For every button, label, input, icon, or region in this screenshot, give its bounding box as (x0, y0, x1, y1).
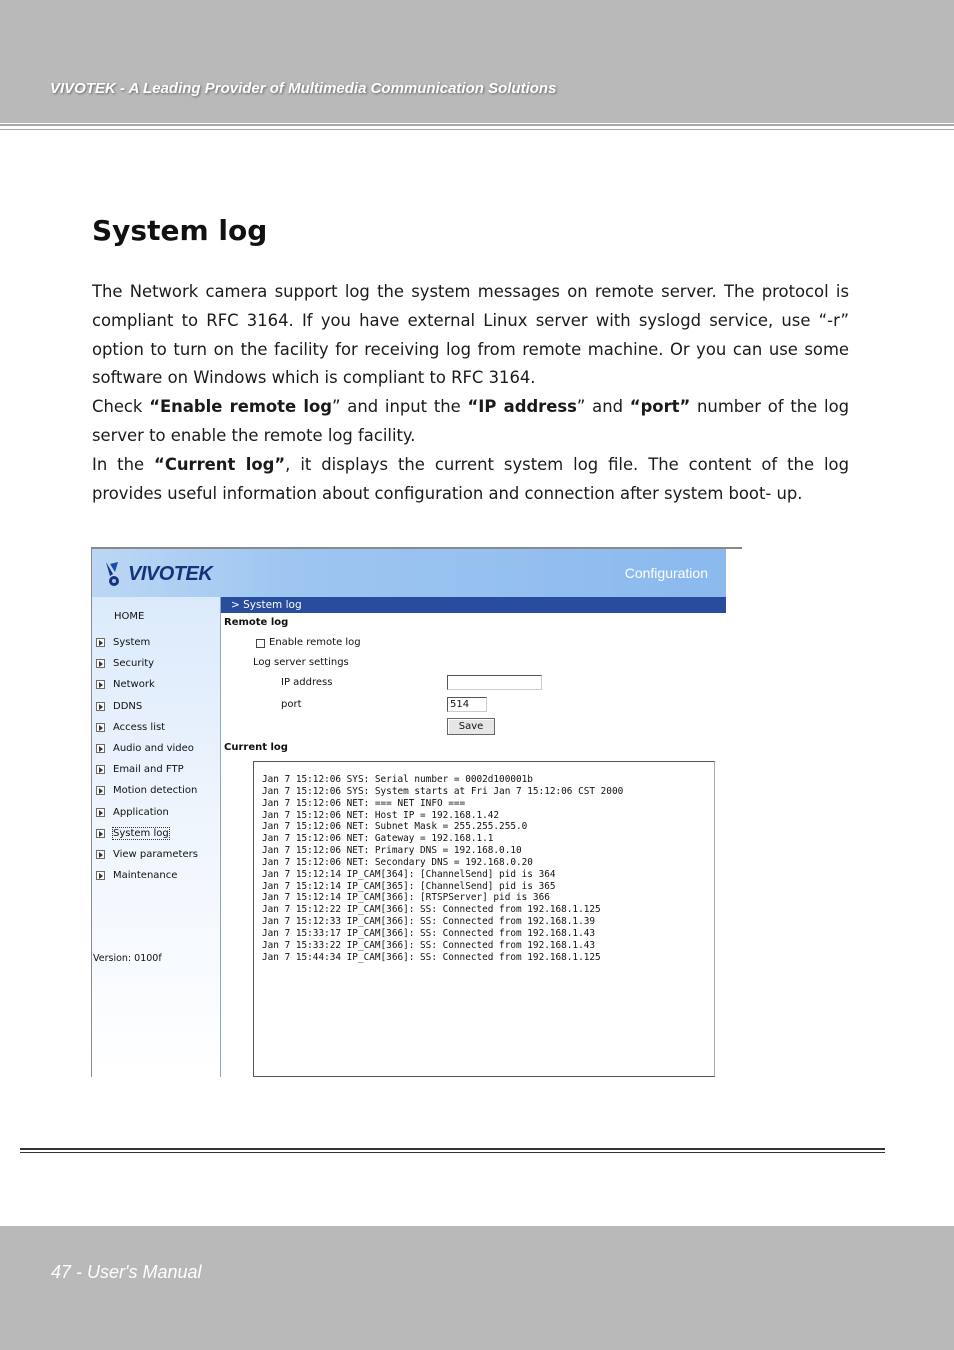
header-tagline: VIVOTEK - A Leading Provider of Multimedia Communication Solutions (50, 80, 557, 97)
nav-item-label: Motion detection (113, 785, 198, 797)
text-run-bold: “Enable remote log (149, 397, 333, 417)
nav-item-label: System (113, 637, 151, 649)
log-server-settings-label: Log server settings (253, 657, 349, 668)
paragraph-intro: The Network camera support log the system messages on remote server. The protocol is compliant to RFC 3164. If you have external Linux server with syslogd service, use “-r” option to turn on the facility for receiving log from remote machine. Or you can use some software on Windows which is compliant to RFC 3164. (92, 282, 849, 388)
log-line: Jan 7 15:12:06 SYS: System starts at Fri Jan 7 15:12:06 CST 2000 (262, 785, 624, 797)
arrow-icon (96, 786, 105, 795)
nav-item[interactable] (96, 865, 198, 886)
nav-item[interactable] (96, 823, 198, 844)
port-input[interactable]: 514 (447, 697, 487, 712)
log-line: Jan 7 15:12:06 NET: === NET INFO === (262, 797, 466, 809)
log-line: Jan 7 15:12:14 IP_CAM[364]: [ChannelSend] pid is 364 (262, 868, 556, 880)
sidebar (92, 597, 221, 1077)
nav-item-label: Access list (113, 721, 166, 733)
text-run: ” and (576, 397, 630, 417)
nav-item[interactable] (96, 780, 198, 801)
logo-text: VIVOTEK (128, 562, 213, 585)
nav-item-label: Maintenance (113, 870, 178, 882)
nav-item[interactable] (96, 844, 198, 865)
port-label: port (281, 699, 302, 710)
arrow-icon (96, 744, 105, 753)
text-run: , it displays the current system log file. The content of the log provides useful information about configuration and connection after system boot- up. (92, 454, 849, 503)
nav-item-label: Security (113, 658, 155, 670)
text-run-bold: “port” (629, 397, 691, 417)
log-line: Jan 7 15:33:17 IP_CAM[366]: SS: Connected from 192.168.1.43 (262, 927, 596, 939)
nav-item[interactable] (96, 653, 198, 674)
ip-address-input[interactable] (447, 675, 542, 690)
arrow-icon (96, 765, 105, 774)
log-line: Jan 7 15:12:14 IP_CAM[365]: [ChannelSend] pid is 365 (262, 880, 556, 892)
arrow-icon (96, 638, 105, 647)
paragraph-enable (92, 393, 849, 451)
version-label: Version: 0100f (93, 953, 162, 964)
page-number: 47 - User's Manual (51, 1262, 202, 1282)
log-line: Jan 7 15:12:14 IP_CAM[366]: [RTSPServer] pid is 366 (262, 892, 550, 904)
text-run: Check (92, 397, 150, 417)
log-line: Jan 7 15:12:06 NET: Gateway = 192.168.1.1 (262, 833, 494, 845)
nav-item[interactable] (96, 632, 198, 653)
nav-item-label: System log (113, 827, 169, 839)
arrow-icon (96, 850, 105, 859)
nav-item-label: Application (113, 806, 169, 818)
arrow-icon (96, 723, 105, 732)
nav-item-label: DDNS (113, 700, 143, 712)
body-text (92, 278, 849, 508)
current-log-heading: Current log (224, 742, 288, 753)
text-run: In the (92, 454, 155, 474)
config-banner (92, 549, 726, 597)
log-line: Jan 7 15:12:06 NET: Secondary DNS = 192.168.0.20 (262, 856, 533, 868)
nav-item[interactable] (96, 674, 198, 695)
header-band (0, 0, 954, 123)
section-bar: > System log (221, 597, 726, 613)
page-title: System log (92, 214, 268, 247)
header-rule-thin (0, 129, 954, 130)
log-line: Jan 7 15:33:22 IP_CAM[366]: SS: Connected from 192.168.1.43 (262, 939, 596, 951)
arrow-icon (96, 680, 105, 689)
vivotek-logo (104, 559, 212, 589)
text-run-bold: “Current log” (154, 454, 286, 474)
nav-item[interactable] (96, 802, 198, 823)
nav-home-link[interactable]: HOME (114, 611, 145, 622)
text-run: ” and input the (332, 397, 468, 417)
text-run: number of the log server to enable the remote log facility. (92, 397, 850, 445)
configuration-screenshot (91, 547, 742, 1077)
enable-remote-log-checkbox[interactable] (256, 639, 265, 648)
nav-item-label: Audio and video (113, 743, 194, 755)
arrow-icon (96, 829, 105, 838)
nav-item-label: Network (113, 679, 155, 691)
log-line: Jan 7 15:12:06 NET: Primary DNS = 192.168.0.10 (262, 845, 522, 857)
arrow-icon (96, 659, 105, 668)
remote-log-heading: Remote log (224, 617, 289, 628)
log-line: Jan 7 15:12:22 IP_CAM[366]: SS: Connected from 192.168.1.125 (262, 904, 601, 916)
current-log-textarea[interactable] (253, 761, 715, 1077)
nav-list (96, 632, 198, 886)
header-rule (0, 124, 954, 126)
nav-item[interactable] (96, 738, 198, 759)
footer-rule (20, 1148, 885, 1150)
nav-item[interactable] (96, 696, 198, 717)
enable-remote-log-label: Enable remote log (269, 637, 361, 648)
arrow-icon (96, 702, 105, 711)
log-line: Jan 7 15:12:33 IP_CAM[366]: SS: Connected from 192.168.1.39 (262, 916, 596, 928)
footer-rule-thin (20, 1152, 885, 1153)
camera-logo-icon (104, 560, 126, 588)
configuration-title: Configuration (624, 565, 708, 581)
log-line: Jan 7 15:12:06 NET: Host IP = 192.168.1.42 (262, 809, 500, 821)
log-line: Jan 7 15:12:06 SYS: Serial number = 0002d100001b (262, 774, 533, 785)
nav-item[interactable] (96, 759, 198, 780)
arrow-icon (96, 808, 105, 817)
ip-address-label: IP address (281, 677, 333, 688)
text-run-bold: “IP address (467, 397, 577, 417)
paragraph-current-log (92, 451, 849, 509)
arrow-icon (96, 871, 105, 880)
nav-item[interactable] (96, 717, 198, 738)
nav-item-label: Email and FTP (113, 764, 184, 776)
log-line: Jan 7 15:44:34 IP_CAM[366]: SS: Connected from 192.168.1.125 (262, 951, 601, 963)
nav-item-label: View parameters (113, 848, 198, 860)
footer-band (0, 1226, 954, 1350)
log-line: Jan 7 15:12:06 NET: Subnet Mask = 255.255.255.0 (262, 821, 528, 833)
save-button[interactable]: Save (447, 718, 495, 735)
content-pane (221, 597, 726, 1077)
